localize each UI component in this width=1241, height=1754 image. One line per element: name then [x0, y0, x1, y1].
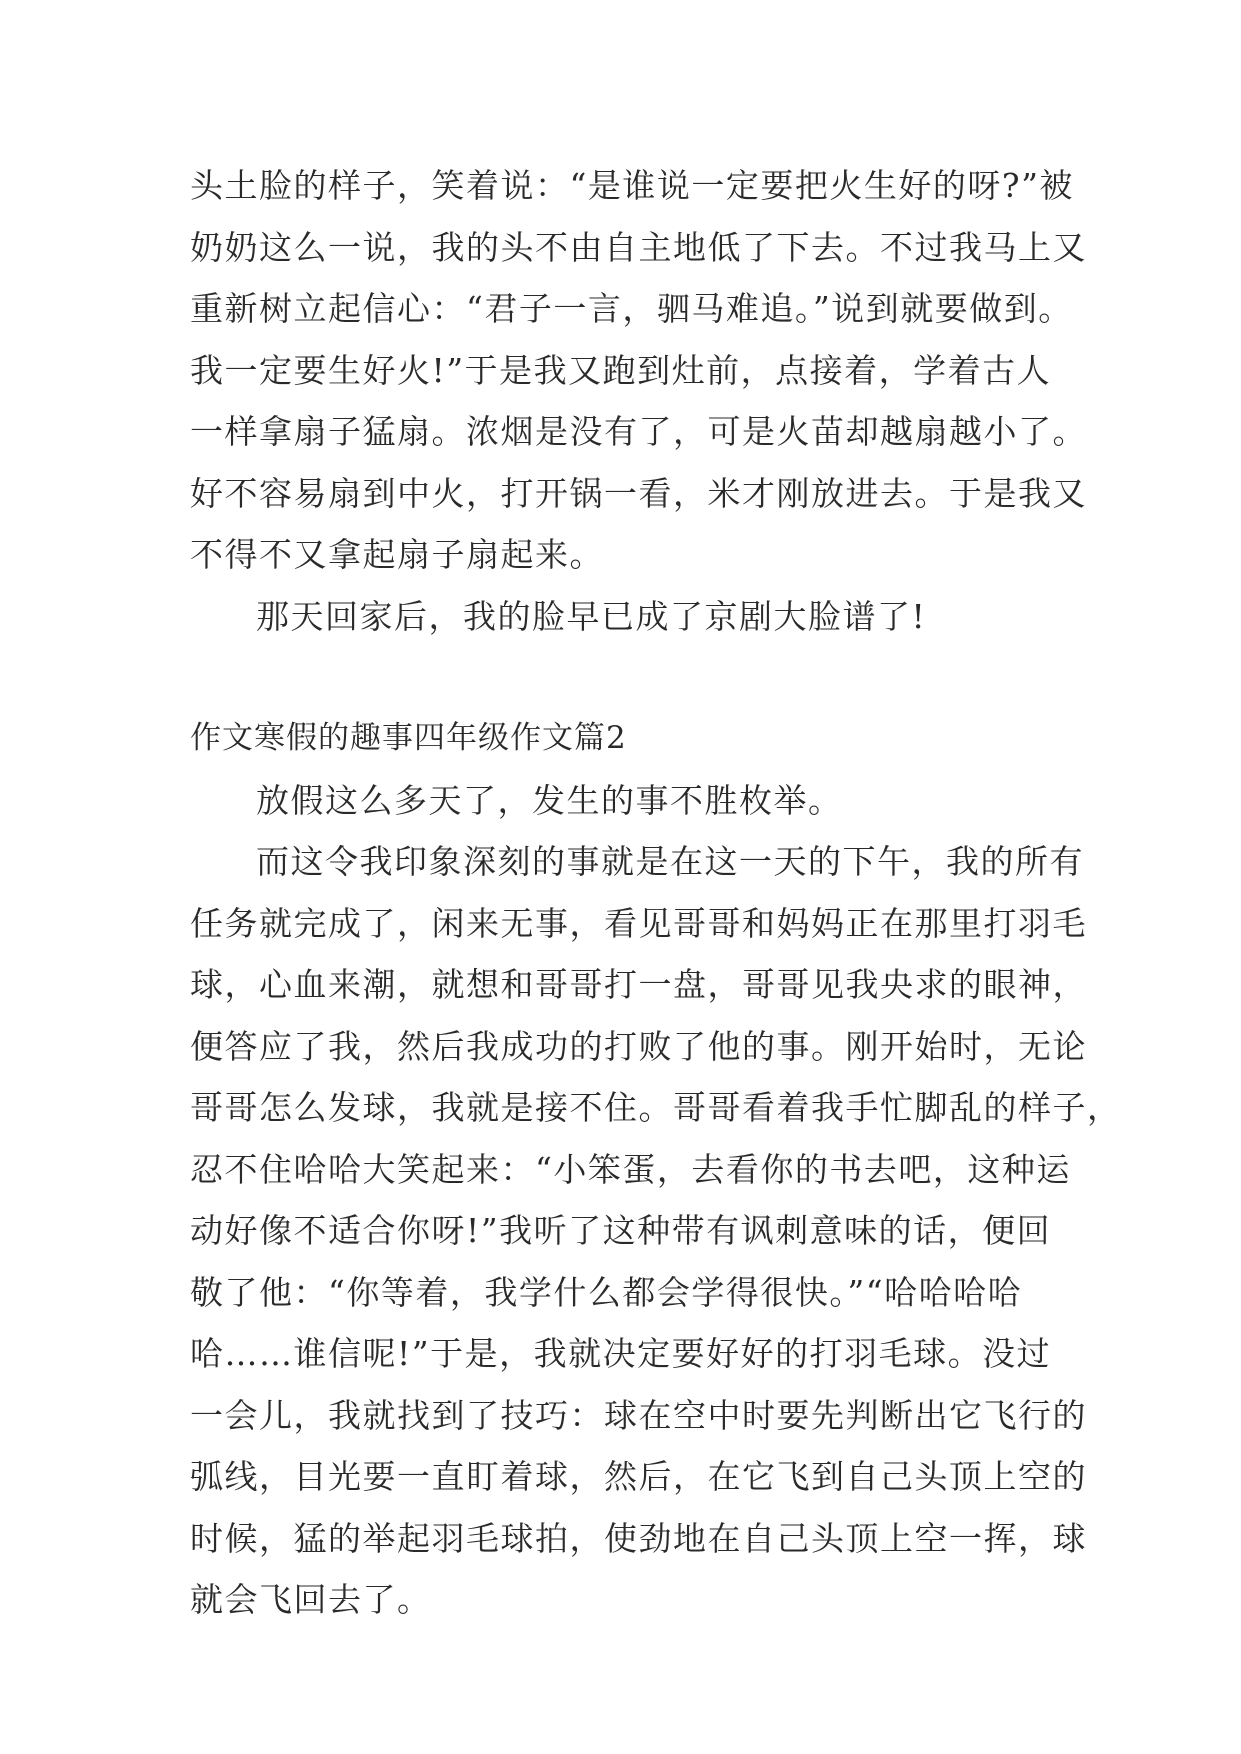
text-line: 弧线，目光要一直盯着球，然后，在它飞到自己头顶上空的	[190, 1457, 1087, 1496]
text-line: 好不容易扇到中火，打开锅一看，米才刚放进去。于是我又	[190, 473, 1087, 513]
text-line: 那天回家后，我的脸早已成了京剧大脸谱了!	[256, 596, 927, 636]
text-line: 球，心血来潮，就想和哥哥打一盘，哥哥见我央求的眼神，	[190, 965, 1087, 1004]
article-heading: 作文寒假的趣事四年级作文篇2	[190, 720, 627, 756]
text-line: 时候，猛的举起羽毛球拍，使劲地在自己头顶上空一挥，球	[190, 1518, 1087, 1558]
text-line: 奶奶这么一说，我的头不由自主地低了下去。不过我马上又	[190, 227, 1087, 267]
text-line: 哈……谁信呢!”于是，我就决定要好好的打羽毛球。没过	[190, 1334, 1052, 1373]
text-line: 动好像不适合你呀!”我听了这种带有讽刺意味的话，便回	[190, 1211, 1052, 1250]
document-body	[190, 155, 1122, 1631]
text-line: 便答应了我，然后我成功的打败了他的事。刚开始时，无论	[190, 1026, 1087, 1066]
text-line: 敬了他：“你等着，我学什么都会学得很快。”“哈哈哈哈	[190, 1272, 1023, 1312]
paragraph-4	[190, 831, 1122, 1631]
text-line: 哥哥怎么发球，我就是接不住。哥哥看着我手忙脚乱的样子，	[190, 1088, 1122, 1127]
text-line: 放假这么多天了，发生的事不胜枚举。	[256, 780, 843, 820]
text-line: 不得不又拿起扇子扇起来。	[190, 535, 604, 574]
text-line: 一样拿扇子猛扇。浓烟是没有了，可是火苗却越扇越小了。	[190, 412, 1087, 451]
text-line: 一会儿，我就找到了技巧：球在空中时要先判断出它飞行的	[190, 1395, 1087, 1435]
text-line: 就会飞回去了。	[190, 1580, 432, 1619]
text-line: 重新树立起信心：“君子一言，驷马难追。”说到就要做到。	[190, 289, 1073, 328]
text-line: 任务就完成了，闲来无事，看见哥哥和妈妈正在那里打羽毛	[190, 903, 1087, 943]
paragraph-1	[190, 155, 1087, 586]
text-line: 头土脸的样子，笑着说：“是谁说一定要把火生好的呀?”被	[190, 166, 1074, 205]
paragraph-2	[190, 586, 1070, 648]
text-line: 我一定要生好火!”于是我又跑到灶前，点接着，学着古人	[190, 350, 1052, 390]
text-line: 忍不住哈哈大笑起来：“小笨蛋，去看你的书去吧，这种运	[190, 1149, 1071, 1189]
paragraph-3	[190, 770, 1070, 832]
text-line: 而这令我印象深刻的事就是在这一天的下午，我的所有	[256, 842, 1084, 881]
